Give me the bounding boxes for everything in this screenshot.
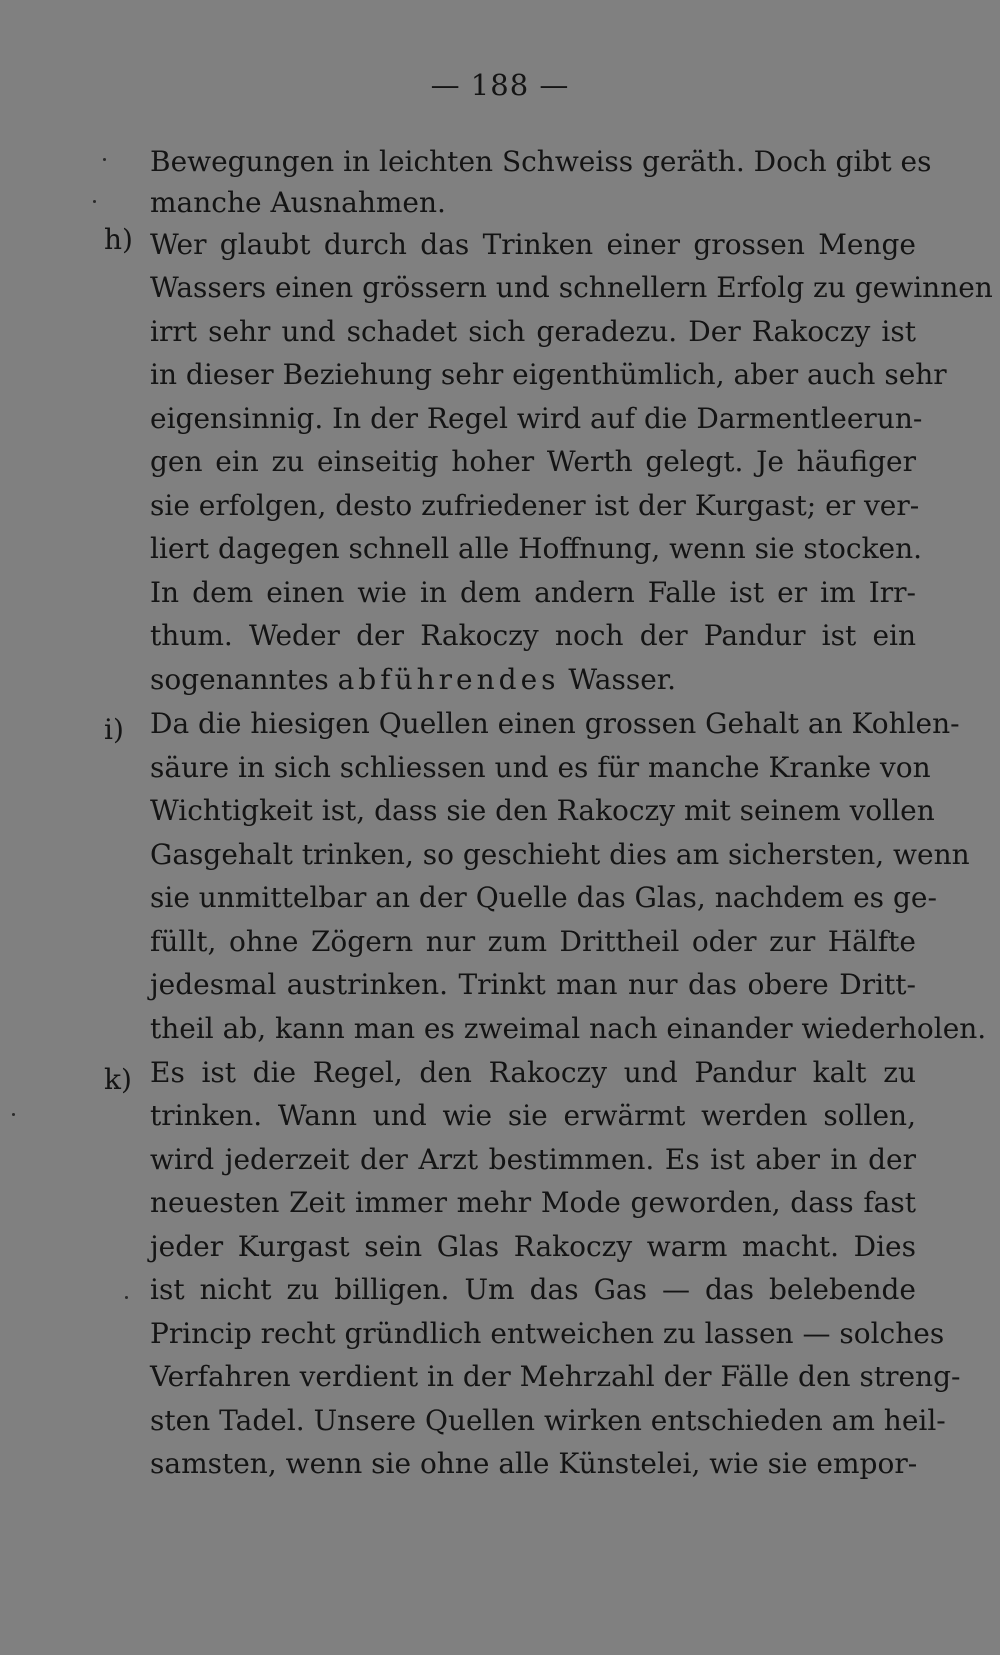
scan-speck xyxy=(93,200,96,203)
text-segment: sogenanntes xyxy=(150,663,338,696)
emphasized-word: abführendes xyxy=(337,663,560,696)
text-line: in dieser Beziehung sehr eigenthümlich, aber auch sehr xyxy=(150,358,947,391)
text-line: neuesten Zeit immer mehr Mode geworden, dass fast xyxy=(150,1186,916,1219)
text-line: Wassers einen grössern und schnellern Erfolg zu gewinnen xyxy=(150,271,993,304)
scan-speck xyxy=(12,1113,15,1116)
text-line: Es ist die Regel, den Rakoczy und Pandur kalt zu xyxy=(150,1056,916,1089)
text-line: liert dagegen schnell alle Hoffnung, wenn sie stocken. xyxy=(150,532,923,565)
text-line: jedesmal austrinken. Trinkt man nur das obere Dritt- xyxy=(150,968,916,1001)
text-line: Wichtigkeit ist, dass sie den Rakoczy mit seinem vollen xyxy=(150,794,935,827)
text-line: Princip recht gründlich entweichen zu lassen — solches xyxy=(150,1317,945,1350)
text-line: ist nicht zu billigen. Um das Gas — das belebende xyxy=(150,1273,916,1306)
item-marker-k: k) xyxy=(104,1063,132,1096)
text-line: sie erfolgen, desto zufriedener ist der Kurgast; er ver- xyxy=(150,489,920,522)
text-line: manche Ausnahmen. xyxy=(150,186,446,219)
item-marker-h: h) xyxy=(104,223,133,256)
text-line: theil ab, kann man es zweimal nach einander wiederholen. xyxy=(150,1012,987,1045)
text-line: In dem einen wie in dem andern Falle ist er im Irr- xyxy=(150,576,916,609)
scan-speck xyxy=(125,1296,128,1299)
text-line-spaced xyxy=(150,658,916,702)
text-line: irrt sehr und schadet sich geradezu. Der Rakoczy ist xyxy=(150,315,916,348)
text-line: eigensinnig. In der Regel wird auf die Darmentleerun- xyxy=(150,402,923,435)
text-line: Bewegungen in leichten Schweiss geräth. Doch gibt es xyxy=(150,145,932,178)
text-line: sten Tadel. Unsere Quellen wirken entschieden am heil- xyxy=(150,1404,946,1437)
text-line: Wer glaubt durch das Trinken einer grossen Menge xyxy=(150,228,916,261)
text-line: wird jederzeit der Arzt bestimmen. Es ist aber in der xyxy=(150,1143,916,1176)
text-line: Verfahren verdient in der Mehrzahl der Fälle den streng- xyxy=(150,1360,961,1393)
text-line: sie unmittelbar an der Quelle das Glas, nachdem es ge- xyxy=(150,881,937,914)
text-line: Da die hiesigen Quellen einen grossen Gehalt an Kohlen- xyxy=(150,707,960,740)
scan-speck xyxy=(103,158,106,161)
text-line: Gasgehalt trinken, so geschieht dies am sichersten, wenn xyxy=(150,838,970,871)
item-marker-i: i) xyxy=(104,713,124,746)
text-line: füllt, ohne Zögern nur zum Drittheil oder zur Hälfte xyxy=(150,925,916,958)
text-line: gen ein zu einseitig hoher Werth gelegt. Je häufiger xyxy=(150,445,916,478)
text-line: samsten, wenn sie ohne alle Künstelei, wie sie empor- xyxy=(150,1447,918,1480)
page-number: — 188 — xyxy=(430,68,570,102)
text-line: trinken. Wann und wie sie erwärmt werden sollen, xyxy=(150,1099,916,1132)
text-line: thum. Weder der Rakoczy noch der Pandur ist ein xyxy=(150,619,916,652)
text-line: jeder Kurgast sein Glas Rakoczy warm macht. Dies xyxy=(150,1230,916,1263)
text-segment: Wasser. xyxy=(559,663,676,696)
text-line: säure in sich schliessen und es für manche Kranke von xyxy=(150,751,931,784)
